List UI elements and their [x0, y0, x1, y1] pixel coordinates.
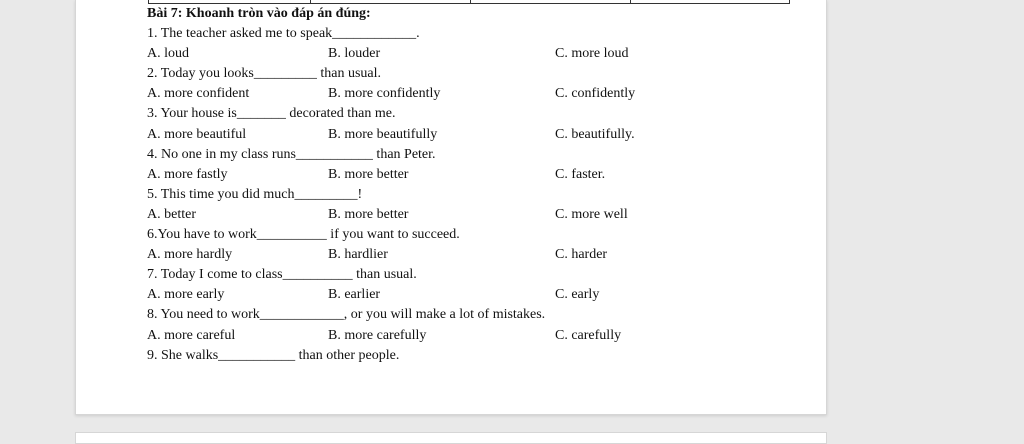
- question-text: 3. Your house is_______ decorated than me.: [147, 106, 396, 122]
- option-c: C. early: [555, 287, 600, 303]
- option-a: A. more early: [147, 287, 225, 303]
- question-text: 9. She walks___________ than other people.: [147, 347, 400, 363]
- option-c: C. beautifully.: [555, 126, 635, 142]
- option-a: A. more confident: [147, 86, 250, 102]
- option-b: B. more confidently: [328, 86, 441, 102]
- question-text: 5. This time you did much_________!: [147, 186, 363, 202]
- answer-options: [147, 84, 747, 104]
- option-b: B. hardlier: [328, 247, 388, 263]
- option-a: A. more hardly: [147, 247, 233, 263]
- option-c: C. more loud: [555, 46, 629, 62]
- question-text: 2. Today you looks_________ than usual.: [147, 66, 382, 82]
- answer-options: [147, 165, 747, 185]
- answer-options: [147, 285, 747, 305]
- option-b: B. louder: [328, 46, 381, 62]
- question-text: 4. No one in my class runs___________ than Peter.: [147, 146, 436, 162]
- option-a: A. more beautiful: [147, 126, 247, 142]
- question-text: 1. The teacher asked me to speak____________.: [147, 26, 420, 42]
- option-c: C. carefully: [555, 327, 622, 343]
- option-b: B. more carefully: [328, 327, 427, 343]
- option-b: B. more better: [328, 166, 409, 182]
- answer-options: [147, 245, 747, 265]
- question-text: 7. Today I come to class__________ than usual.: [147, 267, 417, 283]
- option-c: C. harder: [555, 247, 608, 263]
- question-text: 8. You need to work____________, or you will make a lot of mistakes.: [147, 307, 546, 323]
- option-a: A. better: [147, 206, 196, 222]
- option-c: C. confidently: [555, 86, 636, 102]
- table-cell-divider: [789, 0, 790, 4]
- option-a: A. more fastly: [147, 166, 228, 182]
- option-c: C. faster.: [555, 166, 606, 182]
- answer-options: [147, 44, 747, 64]
- option-c: C. more well: [555, 206, 628, 222]
- option-a: A. loud: [147, 46, 189, 62]
- next-page-edge: [75, 432, 827, 444]
- answer-options: [147, 125, 747, 145]
- option-a: A. more careful: [147, 327, 236, 343]
- exercise-content: [147, 4, 747, 366]
- answer-options: [147, 326, 747, 346]
- option-b: B. more beautifully: [328, 126, 438, 142]
- option-b: B. earlier: [328, 287, 381, 303]
- option-b: B. more better: [328, 206, 409, 222]
- question-text: 6.You have to work__________ if you want to succeed.: [147, 227, 460, 243]
- answer-options: [147, 205, 747, 225]
- exercise-title: Bài 7: Khoanh tròn vào đáp án đúng:: [147, 6, 371, 21]
